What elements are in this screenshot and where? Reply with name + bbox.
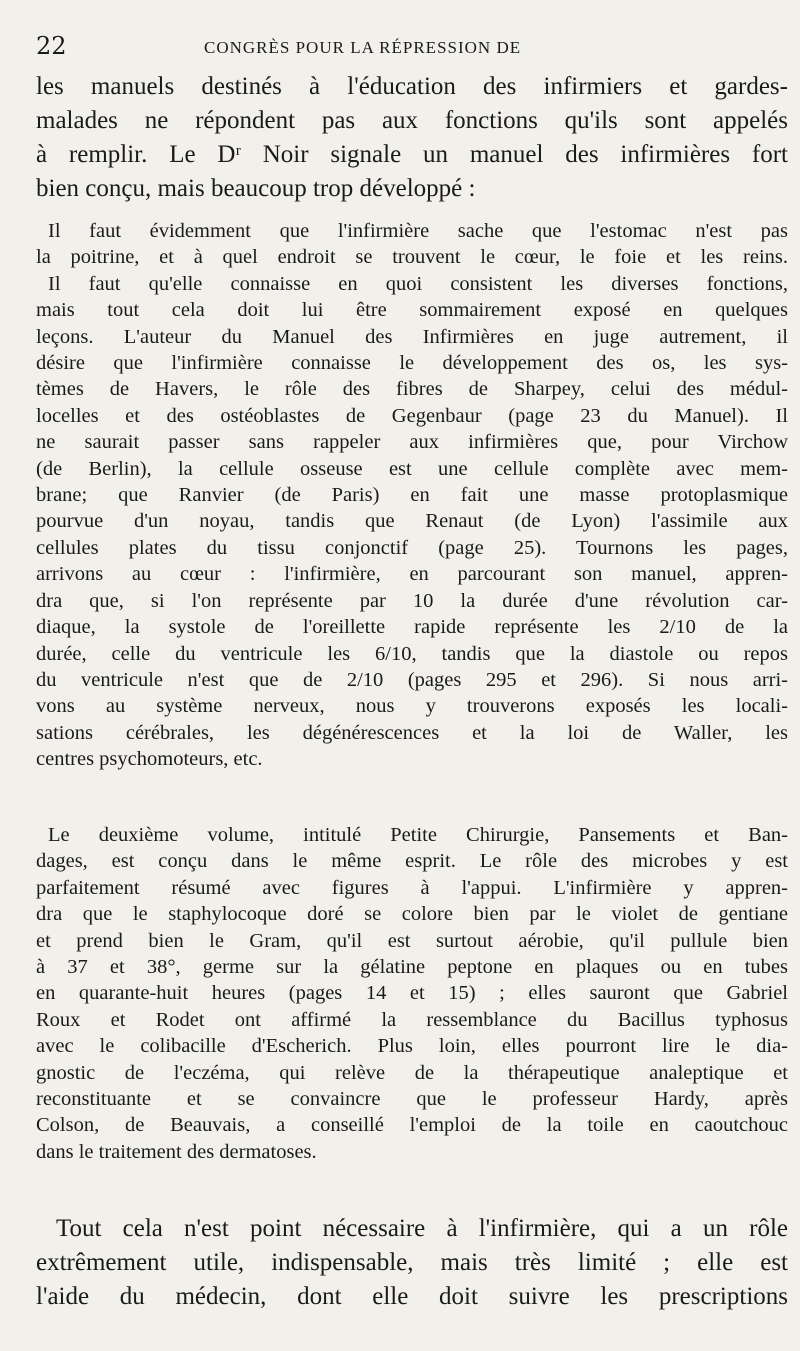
text-line: leçons. L'auteur du Manuel des Infirmières en juge autrement, il bbox=[36, 325, 788, 348]
text-line: du ventricule n'est que de 2/10 (pages 295 et 296). Si nous arri- bbox=[36, 668, 788, 691]
text-line: vons au système nerveux, nous y trouverons exposés les locali- bbox=[36, 695, 788, 718]
paragraph-intro bbox=[36, 70, 788, 206]
text-line: malades ne répondent pas aux fonctions qu'ils sont appelés bbox=[36, 107, 788, 134]
text-line: Roux et Rodet ont affirmé la ressemblance du Bacillus typhosus bbox=[36, 1008, 788, 1031]
paragraph-quote-1 bbox=[36, 218, 788, 773]
paragraph-conclusion bbox=[36, 1212, 788, 1314]
running-title: CONGRÈS POUR LA RÉPRESSION DE bbox=[204, 38, 522, 57]
text-line: locelles et des ostéoblastes de Gegenbaur (page 23 du Manuel). Il bbox=[36, 404, 788, 427]
text-line: brane; que Ranvier (de Paris) en fait une masse protoplasmique bbox=[36, 484, 788, 507]
text-line: désire que l'infirmière connaisse le développement des os, les sys- bbox=[36, 352, 788, 375]
text-line: dra que, si l'on représente par 10 la durée d'une révolution car- bbox=[36, 589, 788, 612]
text-line: Le deuxième volume, intitulé Petite Chirurgie, Pansements et Ban- bbox=[48, 824, 788, 846]
page-header bbox=[36, 32, 786, 62]
text-line: les manuels destinés à l'éducation des infirmiers et gardes- bbox=[36, 73, 788, 100]
text-line: tèmes de Havers, le rôle des fibres de Sharpey, celui des médul- bbox=[36, 378, 788, 401]
text-line: durée, celle du ventricule les 6/10, tandis que la diastole ou repos bbox=[36, 642, 788, 665]
text-line: dages, est conçu dans le même esprit. Le rôle des microbes y est bbox=[36, 850, 788, 873]
text-line: et prend bien le Gram, qu'il est surtout aérobie, qu'il pullule bien bbox=[36, 929, 788, 952]
text-line: pourvue d'un noyau, tandis que Renaut (de Lyon) l'assimile aux bbox=[36, 510, 788, 533]
paragraph-quote-2 bbox=[36, 822, 788, 1165]
text-line: cellules plates du tissu conjonctif (page 25). Tournons les pages, bbox=[36, 536, 788, 559]
text-line: ne saurait passer sans rappeler aux infirmières que, pour Virchow bbox=[36, 431, 788, 454]
text-line: dra que le staphylocoque doré se colore bien par le violet de gentiane bbox=[36, 903, 788, 926]
text-line: bien conçu, mais beaucoup trop développé : bbox=[36, 175, 476, 202]
text-line: en quarante-huit heures (pages 14 et 15) ; elles sauront que Gabriel bbox=[36, 982, 788, 1005]
text-line: avec le colibacille d'Escherich. Plus loin, elles pourront lire le dia- bbox=[36, 1035, 788, 1058]
text-line: extrêmement utile, indispensable, mais très limité ; elle est bbox=[36, 1249, 788, 1276]
text-line: parfaitement résumé avec figures à l'appui. L'infirmière y appren- bbox=[36, 876, 788, 899]
text-line: Colson, de Beauvais, a conseillé l'emploi de la toile en caoutchouc bbox=[36, 1114, 788, 1137]
text-line: Il faut évidemment que l'infirmière sache que l'estomac n'est pas bbox=[48, 220, 788, 242]
page-number: 22 bbox=[36, 32, 67, 60]
text-line: diaque, la systole de l'oreillette rapide représente les 2/10 de la bbox=[36, 616, 788, 639]
text-line: à 37 et 38°, germe sur la gélatine peptone en plaques ou en tubes bbox=[36, 956, 788, 979]
text-line: gnostic de l'eczéma, qui relève de la thérapeutique analeptique et bbox=[36, 1061, 788, 1084]
text-line: arrivons au cœur : l'infirmière, en parcourant son manuel, appren- bbox=[36, 563, 788, 586]
text-line: l'aide du médecin, dont elle doit suivre les prescriptions bbox=[36, 1283, 788, 1310]
text-line: sations cérébrales, les dégénérescences et la loi de Waller, les bbox=[36, 721, 788, 744]
text-line: à remplir. Le Dʳ Noir signale un manuel des infirmières fort bbox=[36, 141, 788, 168]
text-line: reconstituante et se convaincre que le professeur Hardy, après bbox=[36, 1088, 788, 1111]
text-line: la poitrine, et à quel endroit se trouvent le cœur, le foie et les reins. bbox=[36, 246, 788, 269]
text-line: dans le traitement des dermatoses. bbox=[36, 1140, 317, 1163]
text-line: centres psychomoteurs, etc. bbox=[36, 748, 263, 771]
text-line: Il faut qu'elle connaisse en quoi consistent les diverses fonctions, bbox=[48, 272, 788, 295]
text-line: mais tout cela doit lui être sommairement exposé en quelques bbox=[36, 299, 788, 322]
text-line: (de Berlin), la cellule osseuse est une cellule complète avec mem- bbox=[36, 457, 788, 480]
text-line: Tout cela n'est point nécessaire à l'infirmière, qui a un rôle bbox=[56, 1215, 788, 1242]
